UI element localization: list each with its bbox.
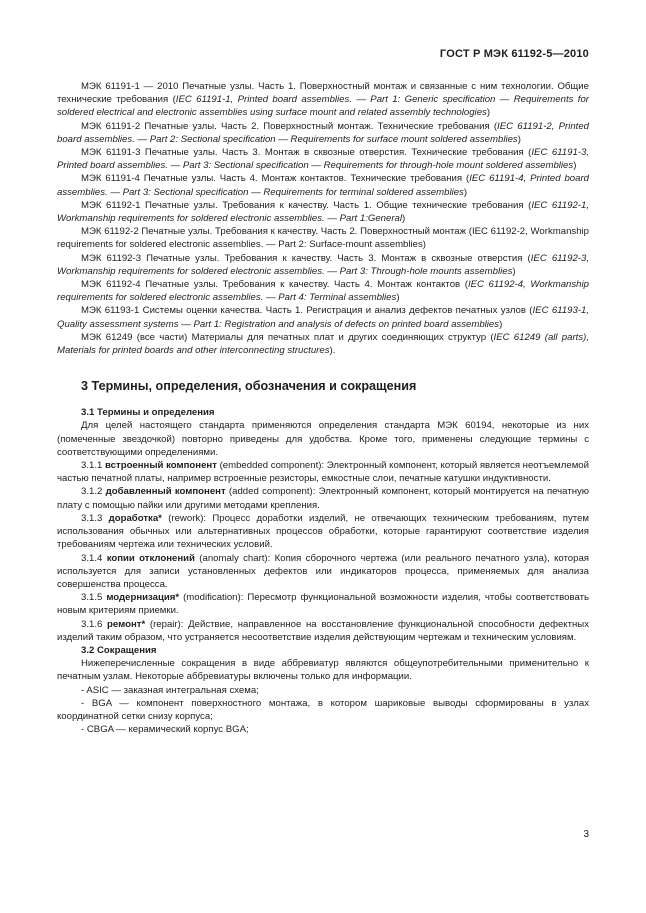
term-number: 3.1.1 — [81, 460, 106, 472]
reference-text: МЭК 61249 (все части) Материалы для печатных плат и других соединяющих структур ( — [81, 331, 494, 343]
reference-tail: ) — [573, 160, 577, 172]
term-name: ремонт* — [107, 618, 146, 630]
term-text: (rework): Процесс доработки изделий, не отвечающих техническим требованиям, путем использования обычных или альтернативных процессов обработки, которые гарантируют соответствие изделия требованиям чертежа или технических условий. — [57, 512, 589, 551]
reference-tail: ) — [517, 133, 521, 145]
reference-text: МЭК 61191-2 Печатные узлы. Часть 2. Поверхностный монтаж. Технические требования ( — [81, 120, 498, 132]
term-name: встроенный компонент — [105, 460, 217, 472]
term-definition — [57, 512, 589, 552]
reference-text: МЭК 61192-1 Печатные узлы. Требования к качеству. Часть 1. Общие технические требования ( — [81, 199, 532, 211]
subsection-title: 3.1 Термины и определения — [81, 407, 215, 419]
term-definition — [57, 552, 589, 592]
reference-tail: ) — [499, 318, 503, 330]
abbreviation-item: - ASIC — заказная интегральная схема; — [81, 684, 259, 696]
reference-item — [57, 120, 589, 146]
reference-tail: ) — [402, 213, 406, 225]
reference-item — [57, 331, 589, 357]
term-number: 3.1.5 — [81, 592, 107, 604]
term-definition — [57, 618, 589, 644]
reference-english: IEC 61191-2, Printed board assemblies. — Part 2: Sectional specification — Requirements for surface mount soldered assemblies — [57, 120, 589, 145]
section-title: 3 Термины, определения, обозначения и сокращения — [81, 379, 417, 394]
reference-text: МЭК 61191-3 Печатные узлы. Часть 3. Монтаж в сквозные отверстия. Технические требования ( — [81, 147, 532, 159]
term-text: (modification): Пересмотр функциональной возможности изделия, чтобы соответствовать новым критериям приемки. — [57, 592, 589, 617]
reference-english: IEC 61249 (all parts), Materials for printed boards and other interconnecting structures — [57, 331, 589, 357]
term-definition — [57, 591, 589, 617]
reference-item — [57, 146, 589, 172]
section-intro: Для целей настоящего стандарта применяются определения стандарта МЭК 60194, некоторые из них (помеченные звездочкой) повторно приведены для удобства. Кроме того, применены следующие термины с соответствующими определениями. — [57, 420, 589, 458]
reference-tail: ) — [463, 186, 468, 198]
term-text: (anomaly chart): Копия сборочного чертежа (или реального печатного узла), которая используется для записи установленных дефектов или индикаторов процесса, применяемых для анализа совершенства процесса. — [57, 552, 589, 590]
reference-item — [57, 199, 589, 225]
term-text: (added component): Электронный компонент, который монтируется на печатную плату с помощью пайки или другими методами крепления. — [57, 486, 589, 511]
term-name: добавленный компонент — [105, 486, 226, 498]
reference-item — [57, 278, 589, 304]
document-header: ГОСТ Р МЭК 61192-5—2010 — [439, 48, 589, 60]
reference-text: МЭК 61192-3 Печатные узлы. Требования к качеству. Часть 3. Монтаж в сквозные отверстия ( — [81, 252, 531, 264]
abbreviation-item: - BGA — компонент поверхностного монтажа, в котором шариковые выводы сформированы в узлах координатной сетки снизу корпуса; — [57, 697, 589, 722]
reference-english: IEC 61192-4, Workmanship requirements for soldered electronic assemblies. — Part 4: Terminal assemblies — [57, 279, 589, 304]
page-content — [57, 80, 589, 736]
term-number: 3.1.2 — [81, 486, 106, 498]
reference-item — [57, 225, 589, 251]
term-number: 3.1.6 — [81, 618, 108, 630]
reference-english: IEC 61193-1, Quality assessment systems — Part 1: Registration and analysis of defects on printed board assemblies — [57, 305, 589, 330]
reference-text: МЭК 61191-1 — 2010 Печатные узлы. Часть 1. Поверхностный монтаж и связанные с ним технологии. Общие технические требования ( — [57, 81, 589, 106]
page-number: 3 — [583, 829, 589, 840]
abbreviation-item: - CBGA — керамический корпус BGA; — [81, 724, 249, 736]
term-name: модернизация* — [106, 592, 180, 604]
term-definition — [57, 485, 589, 511]
reference-text: МЭК 61191-4 Печатные узлы. Часть 4. Монтаж контактов. Технические требования ( — [81, 173, 470, 185]
reference-english: IEC 61192-1, Workmanship requirements for soldered electronic assemblies. — Part 1:General — [57, 199, 589, 225]
reference-tail: ) — [512, 265, 516, 277]
reference-text: МЭК 61192-2 Печатные узлы. Требования к качеству. Часть 2. Поверхностный монтаж (IEC 61192-2, Workmanship requirements for soldered electronic assemblies. — Part 2: Surface-mount assemblies) — [57, 226, 589, 251]
reference-english: IEC 61191-4, Printed board assemblies. — Part 3: Sectional specification — Requirements for terminal soldered assemblies — [57, 173, 589, 198]
reference-item — [57, 172, 589, 198]
reference-text: МЭК 61193-1 Системы оценки качества. Часть 1. Регистрация и анализ дефектов печатных узлов ( — [81, 305, 533, 317]
term-name: доработка* — [108, 512, 162, 524]
reference-item — [57, 80, 589, 120]
reference-english: IEC 61191-1, Printed board assemblies. — Part 1: Generic specification — Requirements for soldered electrical and electronic assemblies using surface mount and related assembly technologies — [57, 94, 589, 119]
reference-text: МЭК 61192-4 Печатные узлы. Требования к качеству. Часть 4. Монтаж контактов ( — [81, 279, 468, 291]
term-number: 3.1.3 — [81, 512, 109, 524]
reference-english: IEC 61192-3, Workmanship requirements for soldered electronic assemblies. — Part 3: Through-hole mounts assemblies — [57, 252, 589, 277]
abbreviations-intro: Нижеперечисленные сокращения в виде аббревиатур являются общеупотребительными применительно к печатным узлам. Некоторые аббревиатуры включены только для информации. — [57, 658, 589, 683]
reference-tail: ) — [486, 107, 491, 119]
reference-tail: ) — [396, 292, 400, 304]
reference-tail: ). — [329, 345, 336, 357]
reference-english: IEC 61191-3, Printed board assemblies. — Part 3: Sectional specification — Requirements for through-hole mount soldered assemblies — [57, 147, 589, 172]
reference-item — [57, 252, 589, 278]
reference-item — [57, 304, 589, 330]
term-definition — [57, 459, 589, 485]
subsection-title: 3.2 Сокращения — [81, 644, 157, 656]
term-text: (repair): Действие, направленное на восстановление функциональной способности дефектных изделий таким образом, что устраняется несоответствие изделия действующим чертежам и техническим условиям. — [57, 618, 589, 643]
term-number: 3.1.4 — [81, 552, 107, 564]
term-text: (embedded component): Электронный компонент, который является неотъемлемой частью печатной платы, например встроенные резисторы, емкостные слои, печатные катушки индуктивности. — [57, 460, 589, 485]
term-name: копии отклонений — [106, 552, 195, 564]
